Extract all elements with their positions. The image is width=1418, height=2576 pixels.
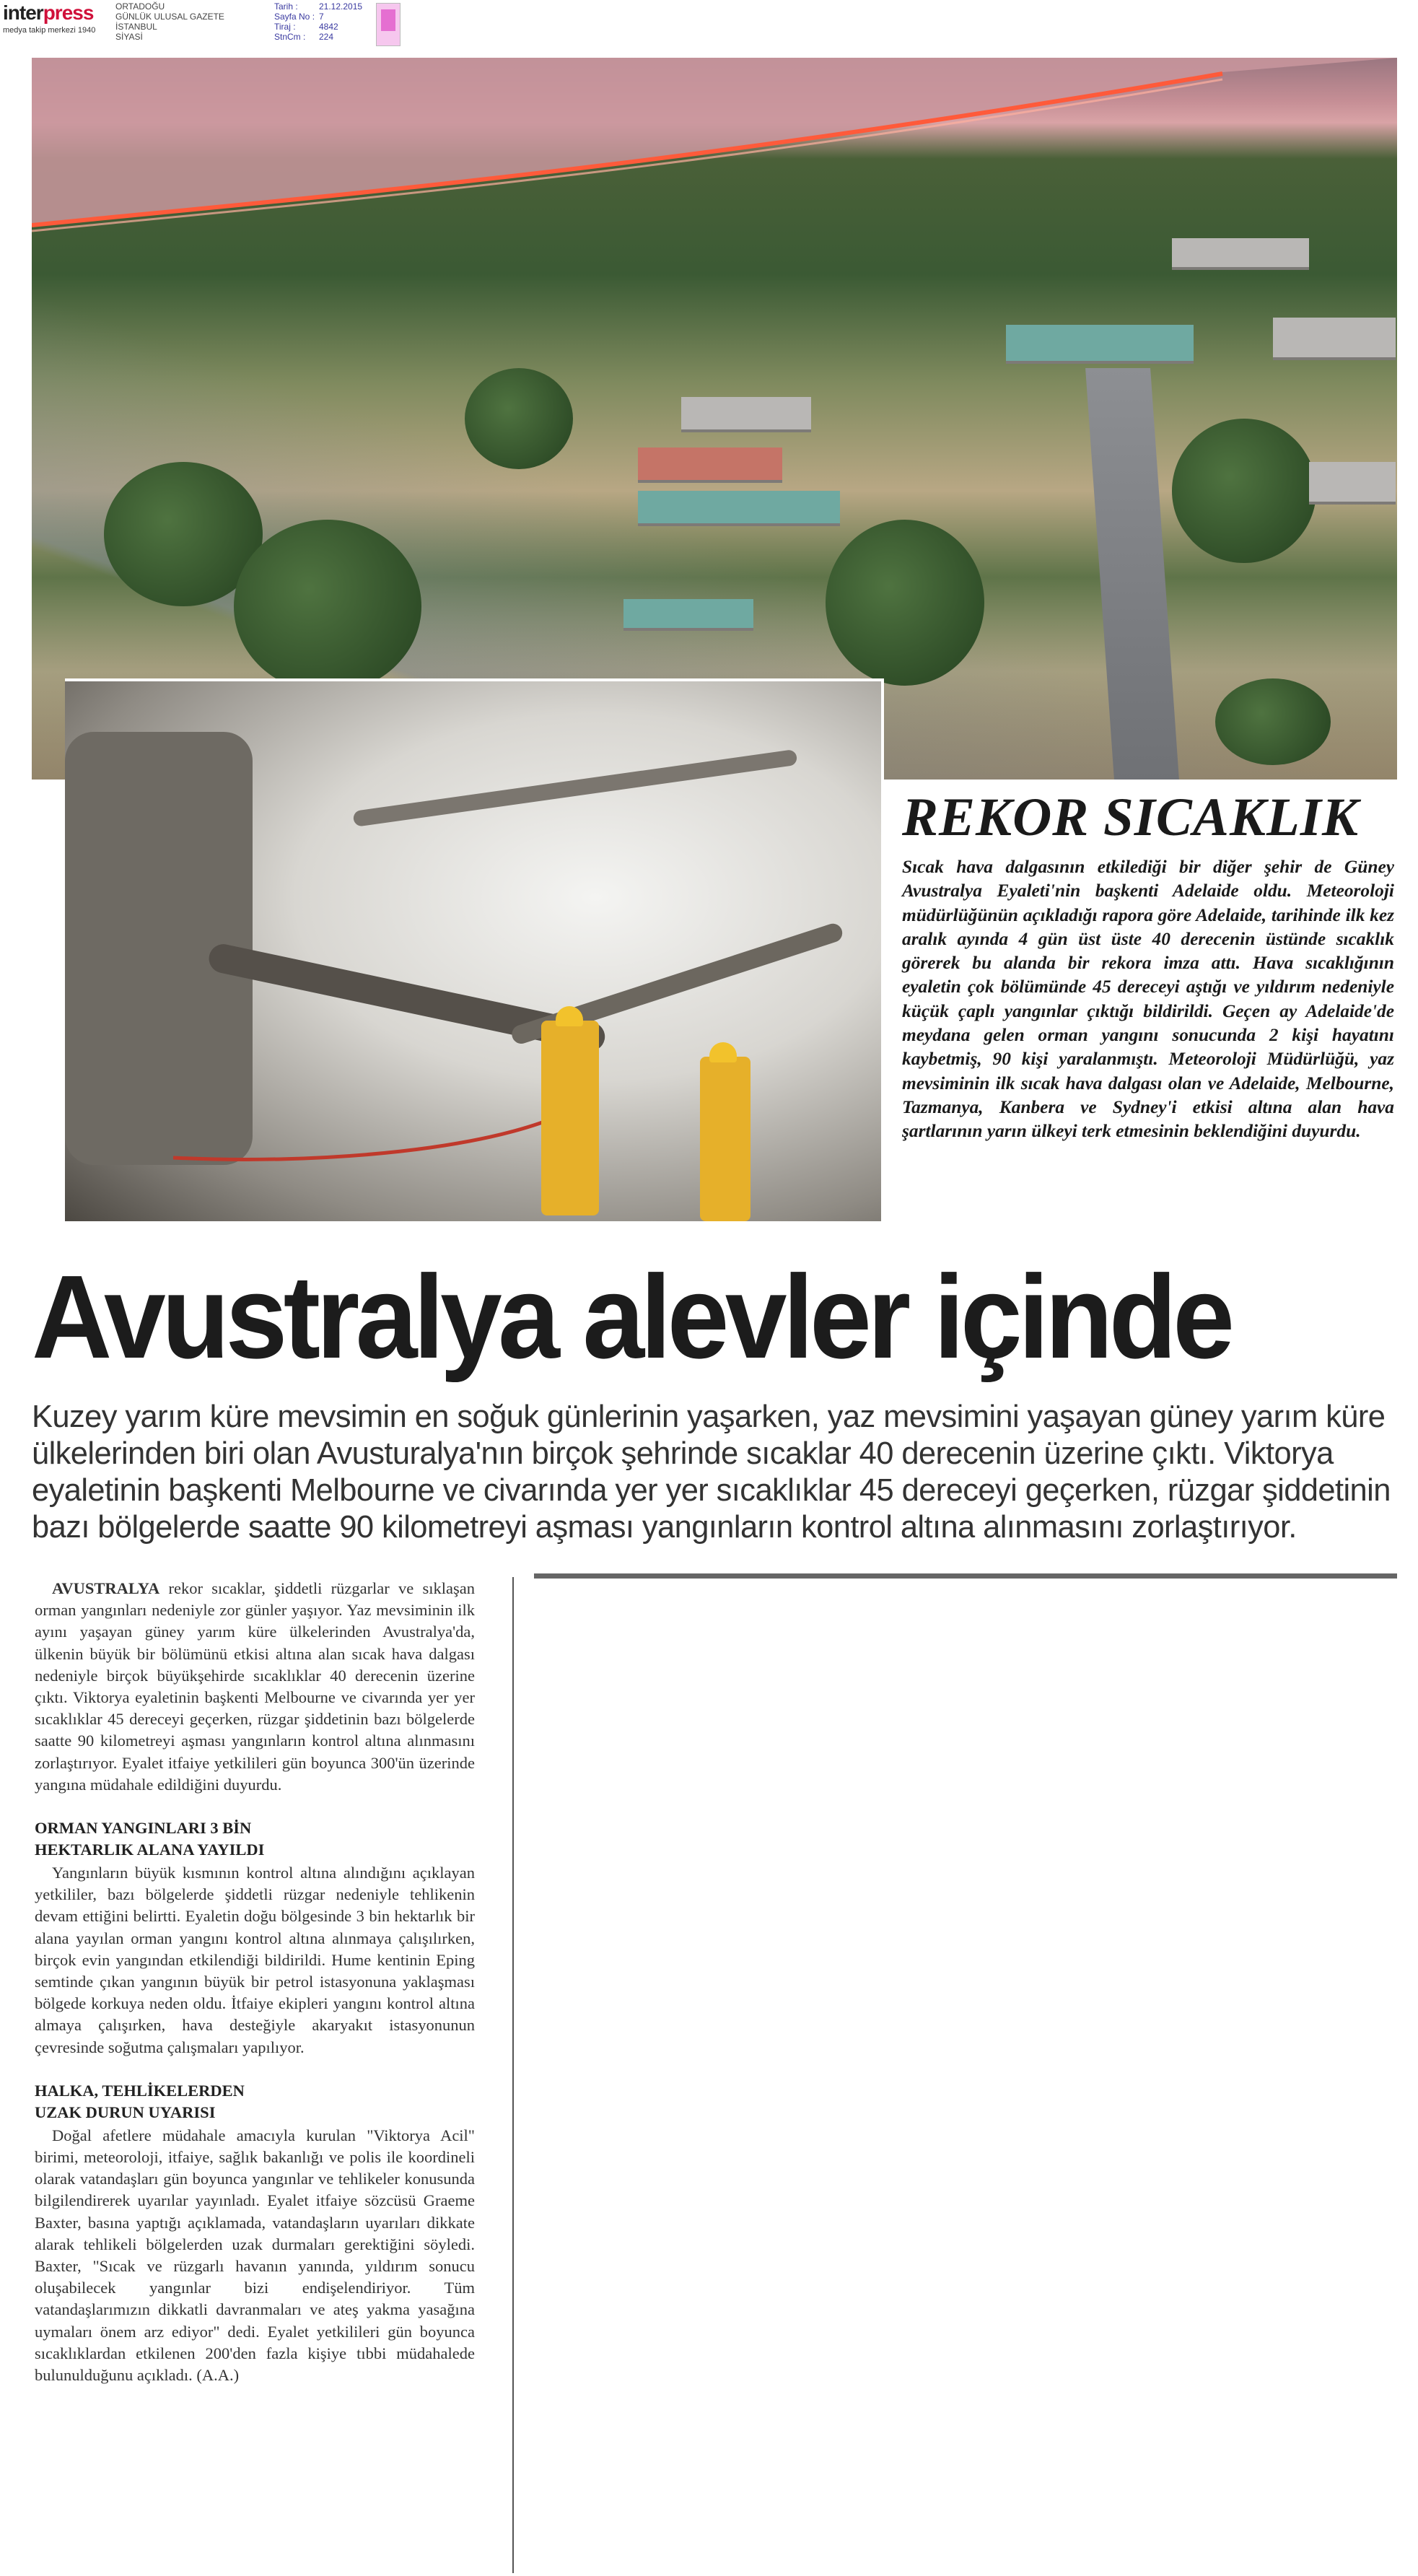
subheading-line: HALKA, TEHLİKELERDEN — [35, 2081, 245, 2100]
sidebar-body: Sıcak hava dalgasının etkilediği bir diğer şehir de Güney Avustralya Eyaleti'nin başkenti Adelaide oldu. Meteoroloji müdürlüğünün açıkladığı rapora göre Adelaide, tarihinde ilk kez aralık ayında 4 gün üst üste 40 derecenin üstünde sıcaklık görerek bu alanda bir rekora imza attı. Hava sıcaklığının eyaletin çok bölümünde 45 dereceyi aştığı ve yıldırım nedeniyle küçük çaplı yangınlar çıktığı bildirildi. Geçen ay Adelaide'de meydana gelen orman yangını sonucunda 2 kişi hayatını kaybetmiş, 90 kişi yaralanmıştı. Meteoroloji Müdürlüğü, yaz mevsiminin ilk sıcak hava dalgası olan ve Adelaide, Melbourne, Tazmanya, Kanbera ve Sydney'i etkisi altına alan hava şartlarının yarın ülkeyi terk etmesinin beklendiğini duyurdu. — [902, 857, 1394, 1142]
sidebar-title: REKOR SICAKLIK — [902, 787, 1360, 847]
logo-accent-text: press — [43, 1, 94, 24]
meta-value: 224 — [319, 32, 334, 42]
house-roof — [1006, 325, 1194, 364]
logo-main-text: inter — [3, 1, 43, 24]
dateline: AVUSTRALYA — [52, 1579, 160, 1597]
house-roof — [1273, 318, 1396, 360]
house-roof — [1309, 462, 1396, 505]
meta-key: Tiraj : — [274, 22, 296, 32]
article-paragraph — [35, 1578, 475, 1796]
meta-row-circulation — [274, 22, 362, 32]
meta-value: 4842 — [319, 22, 338, 32]
house-roof — [638, 447, 782, 483]
firefighter — [541, 1021, 599, 1215]
publication-info — [115, 1, 224, 42]
tree — [826, 520, 984, 686]
paragraph-text: rekor sıcaklar, şiddetli rüzgarlar ve sıklaşan orman yangınları nedeniyle zor günler yaşıyor. Yaz mevsiminin ilk ayını yaşayan güney yarım küre ülkelerinden Avustralya'da, ülkenin büyük bir bölümünü etkisi altına alan sıcak hava dalgası nedeniyle birçok büyükşehirde sıcaklıklar 40 derecenin üzerine çıktı. Viktorya eyaletinin başkenti Melbourne ve civarında yer yer sıcaklıklar 45 dereceyi geçerken, rüzgar şiddetinin bazı bölgelerde saatte 90 kilometreyi aşması yangınların kontrol altına alınmasını zorlaştırıyor. Eyalet itfaiye yetkilileri gün boyunca 300'ün üzerinde yangına müdahale edildiğini duyurdu. — [35, 1579, 475, 1794]
house-roof — [638, 491, 840, 526]
article-paragraph: Doğal afetlere müdahale amacıyla kurulan "Viktorya Acil" birimi, meteoroloji, itfaiye, sağlık bakanlığı ve polis ile koordineli olarak vatandaşları gün boyunca yangınlar ve tehlikeler konusunda bilgilendirerek uyarılar yayınladı. Eyalet itfaiye sözcüsü Graeme Baxter, basına yaptığı açıklamada, vatandaşların uyarıları dikkate alarak tehlikeli bölgelerden uzak durmaları gerektiğini söyledi. Baxter, "Sıcak ve rüzgarlı havanın yanında, yıldırım sonucu oluşabilecek yangınlar bizi endişelendiriyor. Tüm vatandaşlarımızın dikkatli davranmaları ve ateş yakma yasağına uymaları önem arz ediyor" dedi. Eyalet yetkilileri gün boyunca sıcaklıklardan etkilenen 200'den fazla kişiye tıbbi müdahalede bulunulduğunu açıkladı. (A.A.) — [35, 2126, 475, 2385]
fire-hose — [173, 1107, 577, 1165]
meta-row-stncm — [274, 32, 362, 42]
page-thumbnail[interactable] — [376, 3, 401, 46]
tree — [234, 520, 421, 693]
publication-city: İSTANBUL — [115, 22, 157, 32]
meta-key: StnCm : — [274, 32, 306, 42]
tree — [1215, 678, 1331, 765]
subheading-line: HEKTARLIK ALANA YAYILDI — [35, 1841, 265, 1859]
article-headline: Avustralya alevler içinde — [32, 1251, 1231, 1383]
meta-key: Tarih : — [274, 1, 298, 12]
article-lead: Kuzey yarım küre mevsimin en soğuk günlerinin yaşarken, yaz mevsimini yaşayan güney yarım küre ülkelerinden biri olan Avusturalya'nın birçok şehrinde sıcaklar 40 derecenin üzerine çıktı. Viktorya eyaletinin başkenti Melbourne ve civarında yer yer sıcaklıklar 45 dereceyi geçerken, rüzgar şiddetinin bazı bölgelerde saatte 90 kilometreyi aşması yangınların kontrol altına alınmasını zorlaştırıyor. — [32, 1400, 1391, 1545]
subheading — [35, 2080, 475, 2123]
wildfire-landscape-photo — [32, 58, 1397, 780]
clipping-header — [0, 0, 433, 51]
house-roof — [1172, 238, 1309, 270]
subheading — [35, 1817, 475, 1861]
tree — [1172, 419, 1316, 563]
meta-row-page — [274, 12, 362, 22]
meta-value: 21.12.2015 — [319, 1, 363, 12]
house-roof — [623, 599, 753, 631]
article-body-column — [35, 1578, 475, 2386]
horizontal-rule — [534, 1573, 1397, 1579]
logo-tagline: medya takip merkezi 1940 — [3, 26, 96, 35]
tree — [465, 368, 573, 469]
publication-section: SİYASİ — [115, 32, 143, 42]
firefighter — [700, 1057, 750, 1221]
helmet-icon — [709, 1042, 737, 1062]
tree-branch — [352, 749, 797, 827]
clipping-meta — [274, 1, 362, 42]
subheading-line: ORMAN YANGINLARI 3 BİN — [35, 1819, 252, 1838]
meta-key: Sayfa No : — [274, 12, 315, 22]
interpress-logo — [3, 1, 93, 25]
article-paragraph: Yangınların büyük kısmının kontrol altına alındığını açıklayan yetkililer, bazı bölgelerde şiddetli rüzgar nedeniyle tehlikenin devam ettiğini belirtti. Eyaletin doğu bölgesinde 3 bin hektarlık bir alana yayılan orman yangını kontrol altına alınmaya çalışılırken, birçok evin yangından etkilendiği bildirildi. Hume kentinin Eping semtinde çıkan yangının büyük bir petrol istasyonuna yaklaşması bölgede korkuya neden oldu. İtfaiye ekipleri yangını kontrol altına almaya çalışırken, hava desteğiyle akaryakıt istasyonunun çevresinde soğutma çalışmaları yapılıyor. — [35, 1864, 475, 2056]
meta-value: 7 — [319, 12, 324, 22]
column-divider — [512, 1577, 514, 2573]
meta-row-date — [274, 1, 362, 12]
house-roof — [681, 397, 811, 432]
publication-name: ORTADOĞU — [115, 1, 165, 12]
publication-type: GÜNLÜK ULUSAL GAZETE — [115, 12, 224, 22]
subheading-line: UZAK DURUN UYARISI — [35, 2103, 216, 2121]
firefighters-photo — [65, 678, 884, 1221]
